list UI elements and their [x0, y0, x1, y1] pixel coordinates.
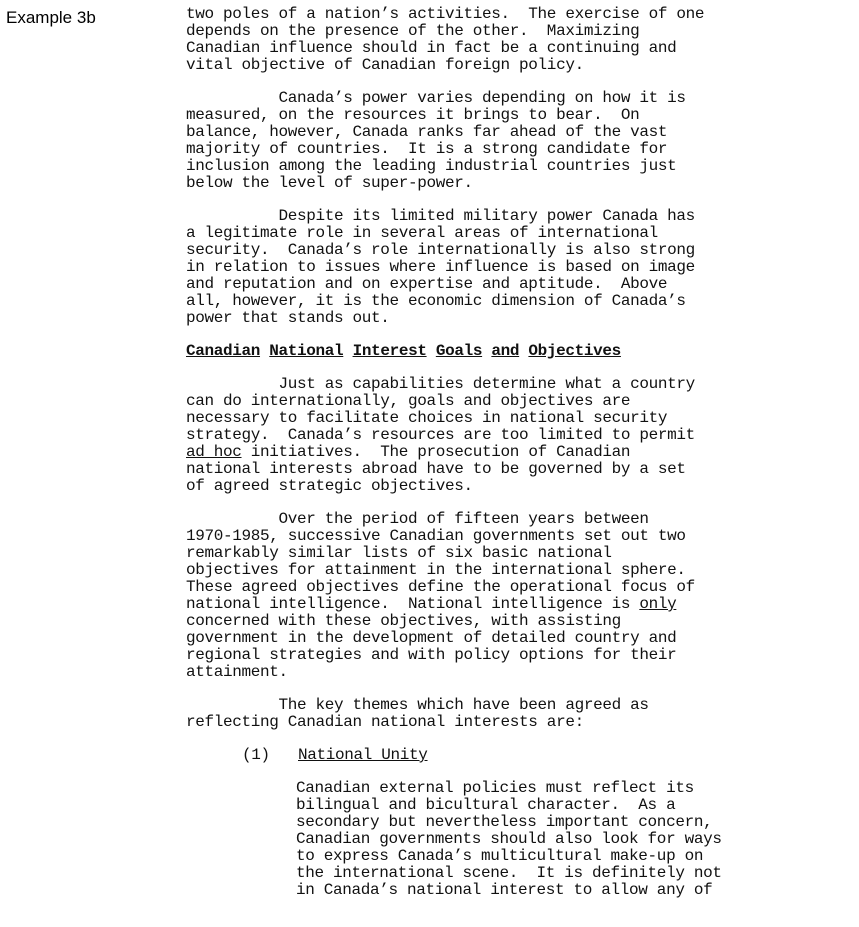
text-line: bilingual and bicultural character. As a	[296, 796, 676, 814]
text-line: The key themes which have been agreed as	[186, 696, 649, 714]
paragraph-4	[186, 376, 826, 495]
text-line: of agreed strategic objectives.	[186, 477, 473, 495]
text-line: These agreed objectives define the operational focus of	[186, 578, 695, 596]
text-line: majority of countries. It is a strong candidate for	[186, 140, 668, 158]
text-line: national interests abroad have to be governed by a set	[186, 460, 686, 478]
paragraph-1	[186, 6, 826, 74]
heading-word: Interest	[352, 342, 427, 360]
heading-word: and	[491, 342, 520, 360]
text-line: measured, on the resources it brings to bear. On	[186, 106, 640, 124]
paragraph-5	[186, 511, 826, 681]
text-line: initiatives. The prosecution of Canadian	[241, 443, 631, 461]
text-line: 1970-1985, successive Canadian governments set out two	[186, 527, 686, 545]
text-line: in Canada’s national interest to allow any of	[296, 881, 713, 899]
text-line: below the level of super-power.	[186, 174, 473, 192]
list-item-number: (1)	[242, 746, 270, 764]
text-line: inclusion among the leading industrial countries just	[186, 157, 677, 175]
underlined-term: only	[639, 595, 677, 613]
text-line: national intelligence. National intelligence is	[186, 595, 640, 613]
text-line: vital objective of Canadian foreign policy.	[186, 56, 584, 74]
section-heading	[186, 343, 826, 360]
text-line: the international scene. It is definitely not	[296, 864, 722, 882]
example-label: Example 3b	[6, 8, 96, 27]
list-item-body	[296, 780, 826, 899]
heading-word: Objectives	[528, 342, 621, 360]
text-line: objectives for attainment in the international sphere.	[186, 561, 686, 579]
text-line: regional strategies and with policy options for their	[186, 646, 677, 664]
text-line: can do internationally, goals and objectives are	[186, 392, 631, 410]
text-line: concerned with these objectives, with assisting	[186, 612, 621, 630]
text-line: Just as capabilities determine what a country	[186, 375, 695, 393]
heading-word: Canadian	[186, 342, 261, 360]
text-line: necessary to facilitate choices in national security	[186, 409, 668, 427]
text-line: reflecting Canadian national interests are:	[186, 713, 584, 731]
text-line: government in the development of detailed country and	[186, 629, 677, 647]
paragraph-2	[186, 90, 826, 192]
text-line: Canadian external policies must reflect its	[296, 779, 694, 797]
text-line: power that stands out.	[186, 309, 390, 327]
text-line: Canadian governments should also look for ways	[296, 830, 722, 848]
text-line: two poles of a nation’s activities. The exercise of one	[186, 5, 705, 23]
text-line: a legitimate role in several areas of international	[186, 224, 658, 242]
text-line: attainment.	[186, 663, 288, 681]
text-line: to express Canada’s multicultural make-up on	[296, 847, 704, 865]
text-line: Canada’s power varies depending on how it is	[186, 89, 686, 107]
text-line: and reputation and on expertise and aptitude. Above	[186, 275, 668, 293]
text-line: secondary but nevertheless important concern,	[296, 813, 713, 831]
text-line: depends on the presence of the other. Maximizing	[186, 22, 640, 40]
text-line: all, however, it is the economic dimension of Canada’s	[186, 292, 686, 310]
document-page	[186, 6, 826, 899]
heading-word: National	[269, 342, 344, 360]
paragraph-6	[186, 697, 826, 731]
text-line: Despite its limited military power Canada has	[186, 207, 695, 225]
list-item-heading: National Unity	[298, 746, 428, 764]
text-line: balance, however, Canada ranks far ahead of the vast	[186, 123, 668, 141]
text-line: strategy. Canada’s resources are too limited to permit	[186, 426, 695, 444]
text-line: Canadian influence should in fact be a continuing and	[186, 39, 677, 57]
text-line: remarkably similar lists of six basic national	[186, 544, 612, 562]
text-line: in relation to issues where influence is based on image	[186, 258, 695, 276]
list-item-title	[242, 747, 826, 764]
underlined-term: ad hoc	[186, 443, 242, 461]
heading-word: Goals	[435, 342, 483, 360]
text-line: security. Canada’s role internationally is also strong	[186, 241, 695, 259]
text-line: Over the period of fifteen years between	[186, 510, 649, 528]
paragraph-3	[186, 208, 826, 327]
